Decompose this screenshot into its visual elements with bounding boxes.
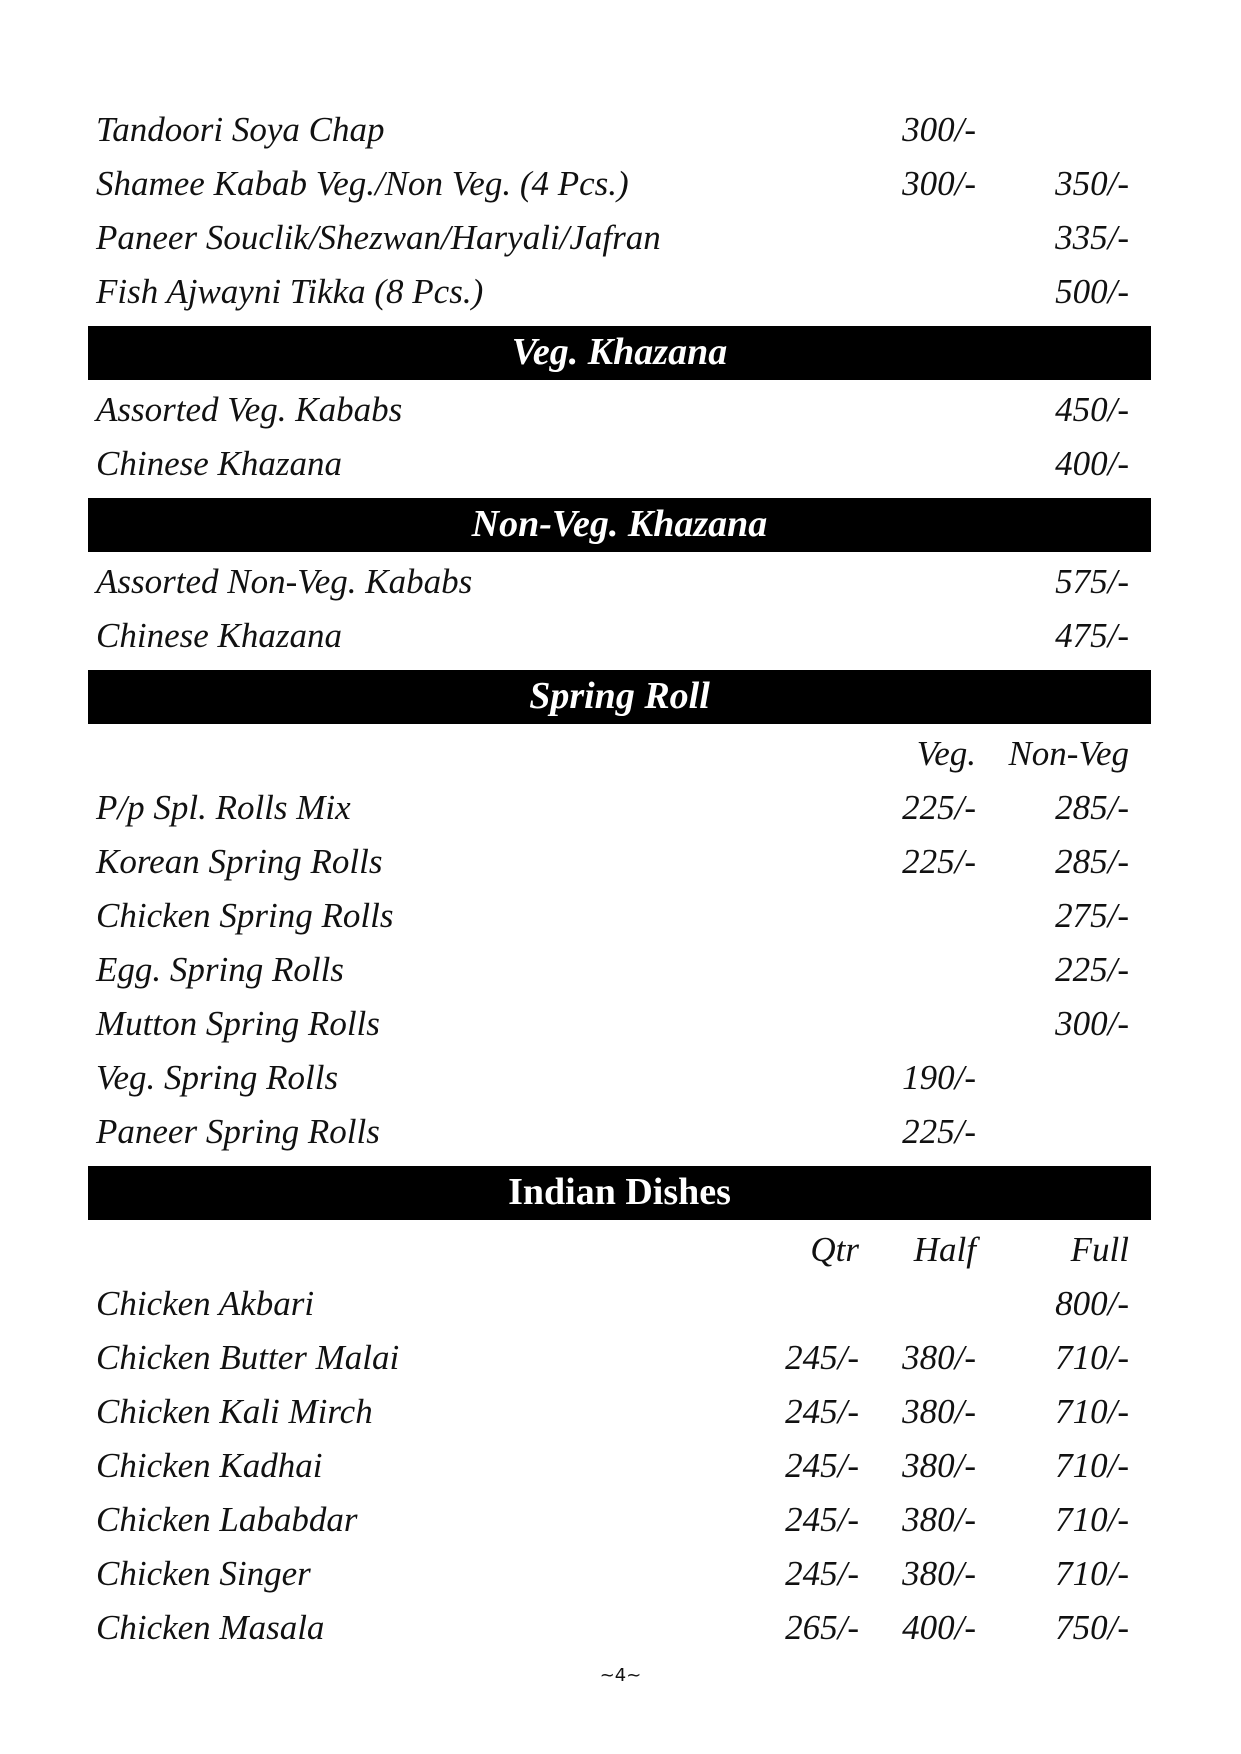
section-title: Spring Roll <box>529 675 710 717</box>
section-title: Veg. Khazana <box>511 331 728 373</box>
column-headers <box>88 728 1151 782</box>
item-name: Paneer Souclik/Shezwan/Haryali/Jafran <box>96 218 661 257</box>
item-price: 380/- <box>902 1392 976 1431</box>
item-price: 300/- <box>902 110 976 149</box>
item-price: 380/- <box>902 1338 976 1377</box>
item-name: Chicken Akbari <box>96 1284 315 1323</box>
item-price: 350/- <box>1055 164 1129 203</box>
item-price: 380/- <box>902 1500 976 1539</box>
menu-item <box>88 1386 1151 1440</box>
item-price: 710/- <box>1055 1338 1129 1377</box>
item-price: 245/- <box>785 1446 859 1485</box>
item-name: Chinese Khazana <box>96 444 342 483</box>
item-price: 245/- <box>785 1500 859 1539</box>
item-name: Egg. Spring Rolls <box>96 950 344 989</box>
menu-item <box>88 1440 1151 1494</box>
item-price: 245/- <box>785 1554 859 1593</box>
item-name: Mutton Spring Rolls <box>96 1004 380 1043</box>
page-number: ~4~ <box>599 1665 642 1686</box>
column-header-half: Half <box>913 1230 976 1269</box>
item-name: Chinese Khazana <box>96 616 342 655</box>
item-price: 800/- <box>1055 1284 1129 1323</box>
item-price: 500/- <box>1055 272 1129 311</box>
menu-list <box>88 104 1151 1656</box>
item-price: 300/- <box>1055 1004 1129 1043</box>
menu-item <box>88 782 1151 836</box>
item-price: 335/- <box>1055 218 1129 257</box>
item-name: Veg. Spring Rolls <box>96 1058 339 1097</box>
item-name: Paneer Spring Rolls <box>96 1112 380 1151</box>
item-price: 225/- <box>902 1112 976 1151</box>
item-price: 265/- <box>785 1608 859 1647</box>
menu-item <box>88 1602 1151 1656</box>
menu-item <box>88 1332 1151 1386</box>
item-price: 400/- <box>1055 444 1129 483</box>
item-price: 285/- <box>1055 788 1129 827</box>
column-header-full: Full <box>1070 1230 1129 1269</box>
item-price: 190/- <box>902 1058 976 1097</box>
item-name: Assorted Non-Veg. Kababs <box>96 562 473 601</box>
item-price: 475/- <box>1055 616 1129 655</box>
item-price: 225/- <box>902 788 976 827</box>
item-name: Chicken Singer <box>96 1554 311 1593</box>
item-name: Chicken Masala <box>96 1608 325 1647</box>
section-header-nonveg-khazana <box>88 498 1151 552</box>
menu-item <box>88 610 1151 664</box>
menu-item <box>88 438 1151 492</box>
item-price: 710/- <box>1055 1446 1129 1485</box>
item-price: 245/- <box>785 1392 859 1431</box>
section-title: Non-Veg. Khazana <box>471 503 768 545</box>
item-name: Assorted Veg. Kababs <box>96 390 403 429</box>
menu-item <box>88 944 1151 998</box>
menu-item <box>88 1548 1151 1602</box>
column-headers <box>88 1224 1151 1278</box>
item-name: Chicken Kali Mirch <box>96 1392 373 1431</box>
item-price: 710/- <box>1055 1500 1129 1539</box>
menu-item <box>88 1052 1151 1106</box>
item-name: Chicken Lababdar <box>96 1500 358 1539</box>
menu-item <box>88 836 1151 890</box>
menu-item <box>88 158 1151 212</box>
item-name: Chicken Kadhai <box>96 1446 323 1485</box>
item-price: 380/- <box>902 1554 976 1593</box>
item-price: 300/- <box>902 164 976 203</box>
menu-item <box>88 1278 1151 1332</box>
item-name: Chicken Spring Rolls <box>96 896 394 935</box>
item-name: P/p Spl. Rolls Mix <box>96 788 351 827</box>
item-price: 225/- <box>902 842 976 881</box>
item-price: 710/- <box>1055 1392 1129 1431</box>
menu-item <box>88 384 1151 438</box>
menu-item <box>88 556 1151 610</box>
item-price: 285/- <box>1055 842 1129 881</box>
column-header-qtr: Qtr <box>810 1230 859 1269</box>
item-name: Shamee Kabab Veg./Non Veg. (4 Pcs.) <box>96 164 629 203</box>
column-header-veg: Veg. <box>916 734 976 773</box>
item-price: 225/- <box>1055 950 1129 989</box>
menu-item <box>88 998 1151 1052</box>
menu-item <box>88 890 1151 944</box>
item-name: Chicken Butter Malai <box>96 1338 400 1377</box>
item-price: 380/- <box>902 1446 976 1485</box>
section-header-veg-khazana <box>88 326 1151 380</box>
column-header-nonveg: Non-Veg <box>1008 734 1129 773</box>
section-header-spring-roll <box>88 670 1151 724</box>
menu-item <box>88 266 1151 320</box>
item-price: 710/- <box>1055 1554 1129 1593</box>
item-name: Korean Spring Rolls <box>96 842 383 881</box>
item-price: 400/- <box>902 1608 976 1647</box>
item-price: 575/- <box>1055 562 1129 601</box>
menu-item <box>88 1106 1151 1160</box>
item-price: 750/- <box>1055 1608 1129 1647</box>
item-price: 275/- <box>1055 896 1129 935</box>
section-header-indian-dishes <box>88 1166 1151 1220</box>
item-price: 245/- <box>785 1338 859 1377</box>
section-title: Indian Dishes <box>508 1171 731 1213</box>
item-price: 450/- <box>1055 390 1129 429</box>
menu-item <box>88 1494 1151 1548</box>
item-name: Tandoori Soya Chap <box>96 110 385 149</box>
menu-item <box>88 212 1151 266</box>
item-name: Fish Ajwayni Tikka (8 Pcs.) <box>96 272 484 311</box>
menu-item <box>88 104 1151 158</box>
